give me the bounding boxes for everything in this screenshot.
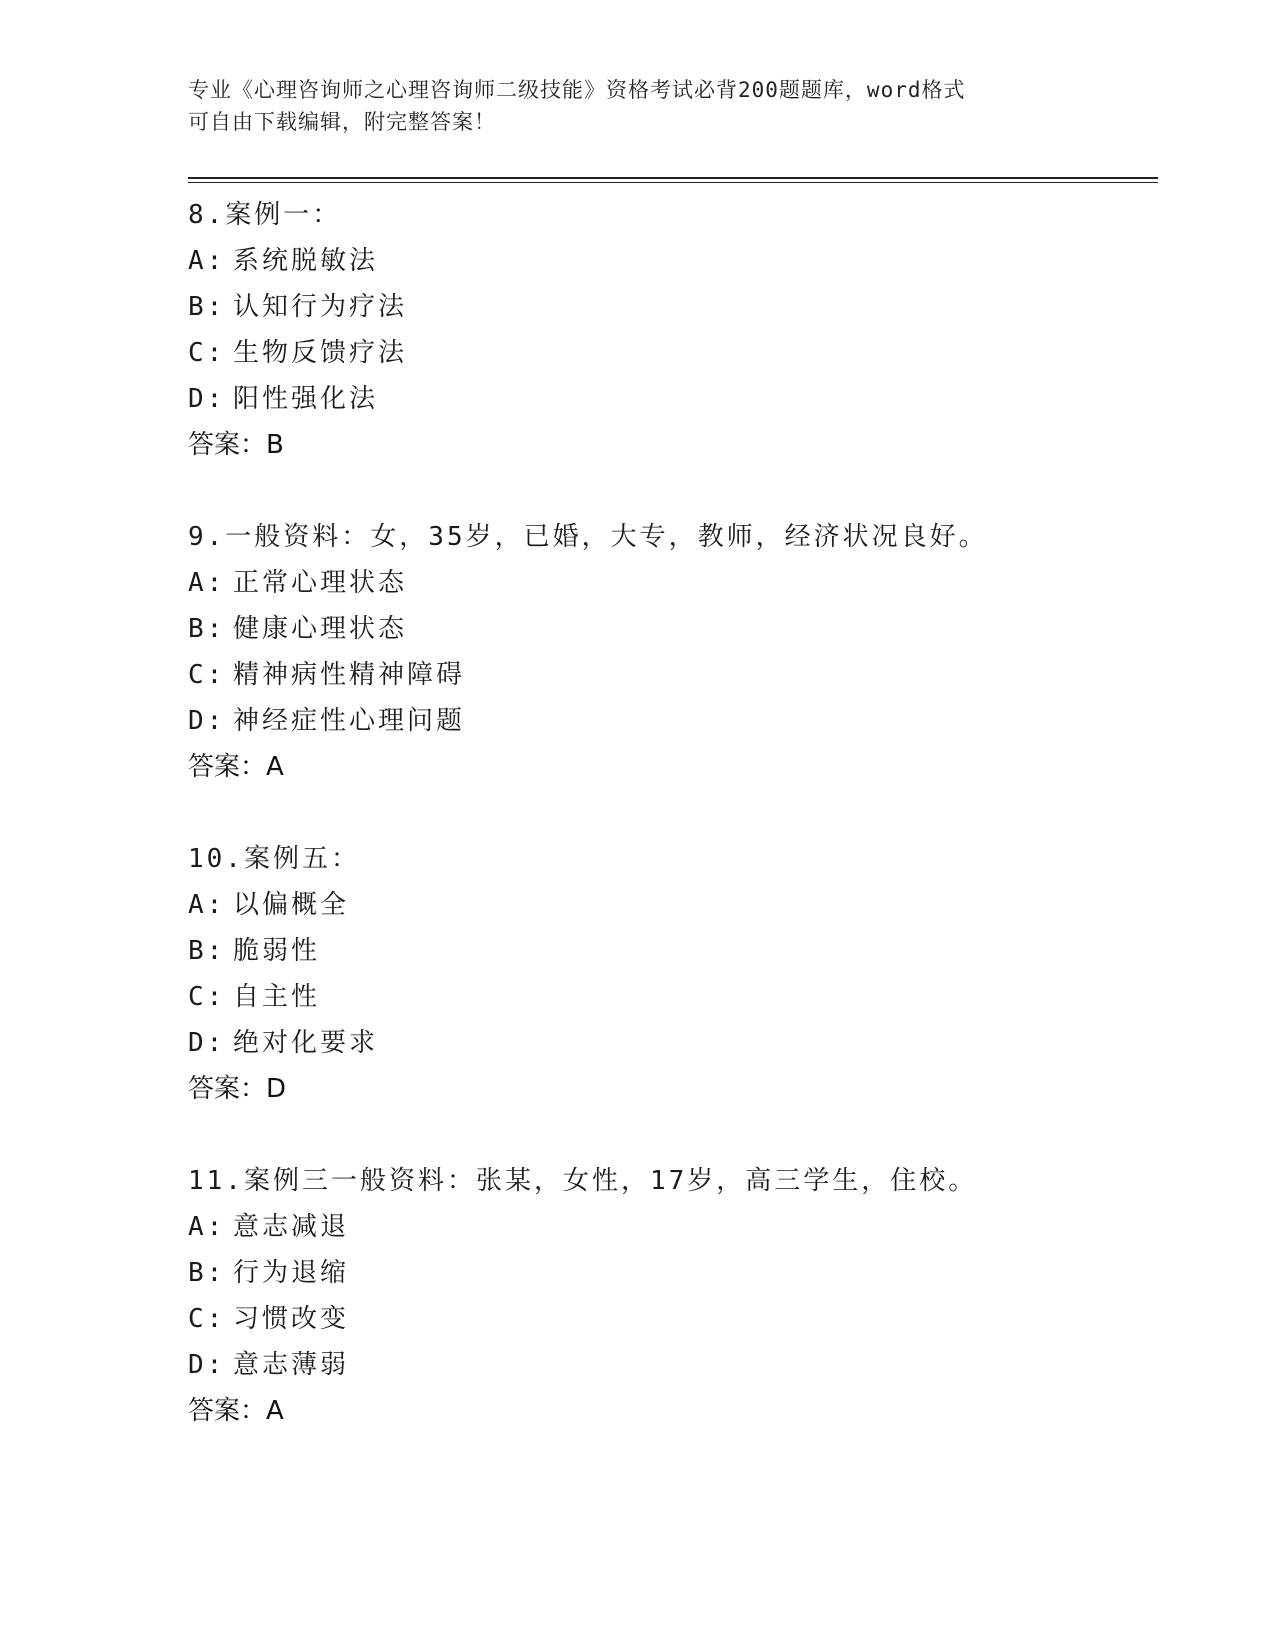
- option-key: B:: [188, 292, 226, 322]
- option-c: [188, 652, 1158, 698]
- option-text: 精神病性精神障碍: [233, 660, 466, 690]
- answer-line: 答案：D: [188, 1074, 287, 1104]
- option-a: [188, 1204, 1158, 1250]
- option-key: C:: [188, 982, 226, 1012]
- question-title: 10.案例五：: [188, 844, 360, 874]
- option-d: [188, 1020, 1158, 1066]
- option-key: B:: [188, 936, 226, 966]
- option-text: 健康心理状态: [233, 614, 408, 644]
- option-d: [188, 376, 1158, 422]
- option-a: [188, 560, 1158, 606]
- document-header: [188, 74, 1088, 138]
- option-text: 阳性强化法: [233, 384, 379, 414]
- option-key: D:: [188, 1350, 226, 1380]
- option-a: [188, 882, 1158, 928]
- option-b: [188, 284, 1158, 330]
- answer-line: 答案：A: [188, 752, 284, 782]
- question-item: [188, 1158, 1158, 1434]
- question-title: 11.案例三一般资料：张某，女性，17岁，高三学生，住校。: [188, 1166, 978, 1196]
- option-text: 正常心理状态: [233, 568, 408, 598]
- option-key: A:: [188, 246, 226, 276]
- option-text: 神经症性心理问题: [233, 706, 466, 736]
- option-key: C:: [188, 660, 226, 690]
- option-text: 意志减退: [233, 1212, 350, 1242]
- question-item: [188, 836, 1158, 1112]
- option-d: [188, 698, 1158, 744]
- option-text: 系统脱敏法: [233, 246, 379, 276]
- question-item: [188, 514, 1158, 790]
- option-a: [188, 238, 1158, 284]
- option-key: D:: [188, 384, 226, 414]
- answer-line: 答案：A: [188, 1396, 284, 1426]
- option-text: 脆弱性: [233, 936, 321, 966]
- question-title: 8.案例一：: [188, 200, 342, 230]
- answer-line: 答案：B: [188, 430, 284, 460]
- option-d: [188, 1342, 1158, 1388]
- header-divider-thick: [188, 177, 1158, 179]
- option-text: 以偏概全: [233, 890, 350, 920]
- question-item: [188, 192, 1158, 468]
- option-key: B:: [188, 614, 226, 644]
- question-title: 9.一般资料：女，35岁，已婚，大专，教师，经济状况良好。: [188, 522, 988, 552]
- option-c: [188, 1296, 1158, 1342]
- option-text: 认知行为疗法: [233, 292, 408, 322]
- option-c: [188, 330, 1158, 376]
- option-key: C:: [188, 338, 226, 368]
- option-text: 行为退缩: [233, 1258, 350, 1288]
- header-line-2: 可自由下载编辑，附完整答案！: [188, 110, 496, 134]
- option-text: 习惯改变: [233, 1304, 350, 1334]
- option-text: 自主性: [233, 982, 321, 1012]
- option-text: 生物反馈疗法: [233, 338, 408, 368]
- option-b: [188, 1250, 1158, 1296]
- option-key: B:: [188, 1258, 226, 1288]
- option-key: C:: [188, 1304, 226, 1334]
- header-line-1: 专业《心理咨询师之心理咨询师二级技能》资格考试必背200题题库，word格式: [188, 78, 966, 102]
- option-c: [188, 974, 1158, 1020]
- option-key: A:: [188, 1212, 226, 1242]
- question-list: [188, 192, 1158, 1480]
- option-b: [188, 606, 1158, 652]
- option-text: 绝对化要求: [233, 1028, 379, 1058]
- option-key: D:: [188, 1028, 226, 1058]
- option-key: A:: [188, 568, 226, 598]
- option-key: D:: [188, 706, 226, 736]
- option-text: 意志薄弱: [233, 1350, 350, 1380]
- header-divider-thin: [188, 182, 1158, 183]
- option-key: A:: [188, 890, 226, 920]
- option-b: [188, 928, 1158, 974]
